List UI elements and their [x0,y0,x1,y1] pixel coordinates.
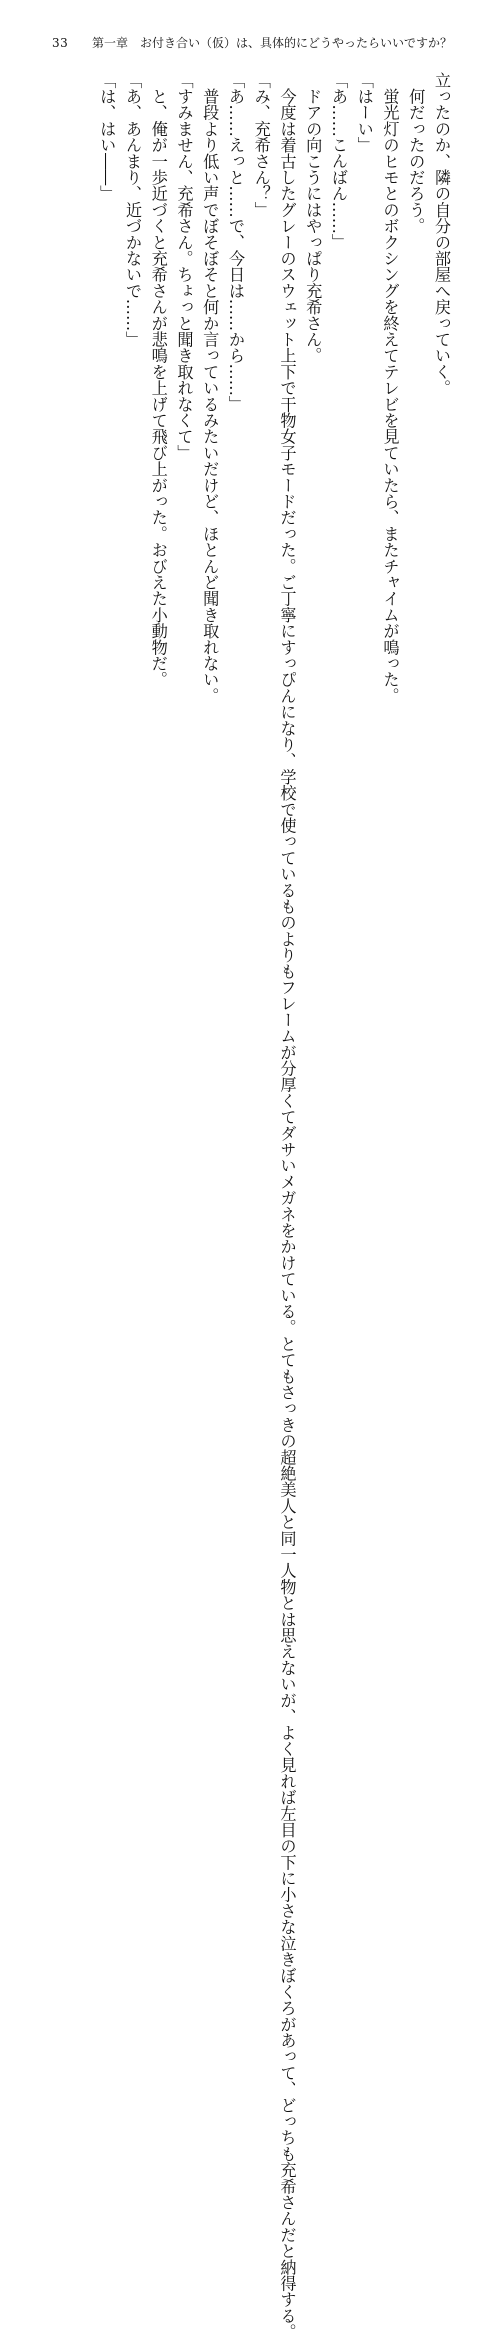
text-line: 「み、充希さん？」 [251,72,271,218]
text-line: 立ったのか、隣の自分の部屋へ戻っていく。 [432,72,451,396]
text-line: 「あ、あんまり、近づかないで……」 [123,72,142,348]
text-line: 今度は着古したグレーのスウェット上下で干物女子モードだった。ご丁寧にすっぴんになり、学校で使っているものよりもフレームが分厚くてダサいメガネをかけている。とてもさっきの超絶美人と同一人物とは思えないが、よく見れば左目の下に小さな泣きぼくろがあって、どっちも充希さんだと納得する。 [277,72,297,2340]
text-line: 「はーい」 [354,72,374,153]
text-line: 「あ……えっと……で、今日は……から……」 [226,72,245,413]
text-line: 「すみません、充希さん。ちょっと聞き取れなくて」 [174,72,194,461]
text-line: 「は、はい――」 [97,72,117,202]
text-line: と、俺が一歩近づくと充希さんが悲鳴を上げて飛び上がった。おびえた小動物だ。 [148,72,168,688]
text-line: 「あ……こんばん……」 [329,72,348,251]
text-line: 蛍光灯のヒモとのボクシングを終えてテレビを見ていたら、またチャイムが鳴った。 [380,72,400,704]
page-number: 33 [52,36,69,50]
text-line: 普段より低い声でぼそぼそと何か言っているみたいだけど、ほとんど聞き取れない。 [200,72,220,704]
text-line: ドアの向こうにはやっぱり充希さん。 [303,72,323,364]
body-text [42,72,454,2340]
running-head: 第一章 お付き合い（仮）は、具体的にどうやったらいいですか？ [92,36,453,50]
text-line: 何だったのだろう。 [406,72,426,234]
